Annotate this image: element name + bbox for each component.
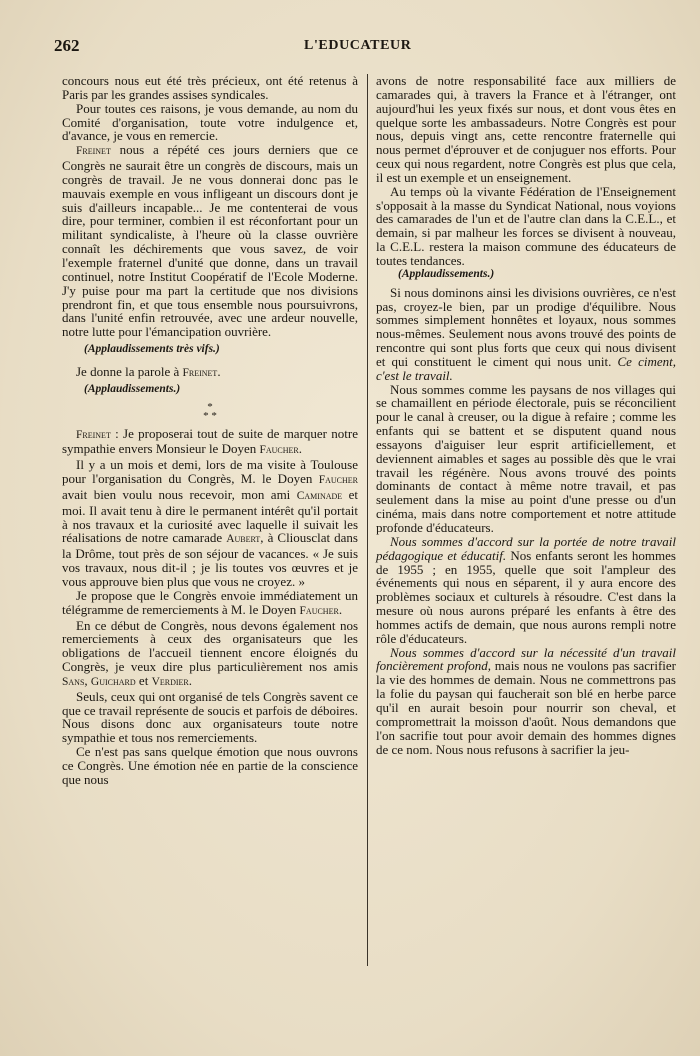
paragraph: Ce n'est pas sans quelque émotion que nous ouvrons ce Congrès. Une émotion née en partie de la conscience que nous [62, 744, 358, 787]
name-caminade: Caminade [296, 489, 343, 502]
applause-note: (Applaudissements.) [84, 382, 181, 395]
paragraph [62, 427, 358, 459]
paragraph-text: . [298, 441, 303, 457]
section-separator-stars: * * * [203, 400, 217, 422]
name-faucher: Faucher [259, 444, 299, 457]
paragraph [62, 143, 358, 339]
paragraph: Nous sommes comme les paysans de nos villages qui se chamaillent en période électorale, puis se réconcilient pour le canal à creuser, ou la digue à refaire ; comme les enfants qui se battent et se disputent quand nous essayons d'aiguiser leur esprit artificiellement, et deviennent aimables et sages au possible dès que le vrai travail les régénère. Nous avons trouvé des points dominants de contact à même notre travail, et pas seulement dans la mise au point d'une presse ou d'un cinéma, mais dans notre comportement et notre attitude profonde d'éducateurs. [376, 381, 676, 535]
paragraph-text: Si nous dominons ainsi les divisions ouvrières, ce n'est pas, croyez-le bien, par un prodige d'équilibre. Nous sommes simplement honnêtes et loyaux, nous sommes nous-mêmes. Seulement nous avons trouvé des points de rencontre qui sont plus forts que ceux qui nous divisent et qui constituent le ciment qui nous unit. [376, 284, 676, 369]
italic-text: Nous sommes d'accord sur la portée de notre travail pédagogique et éducatif. [376, 533, 676, 563]
paragraph: concours nous eut été très précieux, ont été retenus à Paris par les grandes assises syndicales. [62, 73, 358, 102]
paragraph-text: Nos enfants seront les hommes de 1955 ; en 1955, quelle que soit l'ampleur des événements qui nous en séparent, il y aura encore des problèmes sociaux et culturels à résoudre. C'est dans la mesure où nous aurons préparé les enfants à être des hommes actifs de demain, que nous aurons rempli notre rôle d'éducateurs. [376, 547, 676, 646]
right-column [376, 74, 676, 756]
paragraph-text: , [84, 672, 91, 688]
paragraph-text: et moi. Il avait tenu à dire le permanent intérêt qu'il portait à nos travaux et la curiosité avec laquelle il suivait les réalisations de notre camarade [62, 486, 358, 546]
paragraph [62, 365, 358, 381]
italic-text: Ce ciment, c'est le travail. [376, 353, 676, 383]
paragraph-text: . [217, 363, 221, 379]
paragraph-text: nous a répété ces jours derniers que ce Congrès ne saurait être un congrès de discours, mais un congrès de travail. Je ne vous donnerai donc pas le mauvais exemple en vous infligeant un discours dont je suis d'ailleurs incapable... Je me contenterai de vous dire, pour terminer, combien il est réconfortant pour un militant syndicaliste, à l'heure où la classe ouvrière connaît les déchirements que vous savez, de voir l'exemple fraternel d'unité que donne, dans un travail continuel, notre Institut Coopératif de l'Ecole Moderne. J'y puise pour ma part la certitude que nos divisions prendront fin, et que tous ensemble nous poursuivrons, dans l'unité enfin retrouvée, avec une ardeur nouvelle, notre lutte pour l'émancipation ouvrière. [62, 142, 358, 340]
paragraph-text: Je propose que le Congrès envoie immédiatement un télégramme de remerciements à M. le Doyen [62, 587, 358, 617]
paragraph-text: En ce début de Congrès, nous devons également nos remerciements à ceux des organisateurs que les obligations de l'accueil tiennent encore éloignés du Congrès, je veux dire plus particulièrement nos amis [62, 617, 358, 675]
paragraph-text: , à Cliousclat dans la Drôme, tout près de son séjour de vacances. « Je suis vos travaux, nous dit-il ; je lis toutes vos œuvres et je vous approuve bien plus que vous ne croyez. » [62, 530, 358, 589]
name-verdier: Verdier [151, 675, 189, 688]
paragraph [376, 646, 676, 757]
paragraph [376, 286, 676, 383]
name-freinet: Freinet [76, 145, 111, 158]
italic-text: Nous sommes d'accord sur la nécessité d'un travail foncièrement profond, [376, 644, 676, 674]
paragraph-text: . [188, 672, 193, 688]
name-sans: Sans [62, 675, 85, 688]
applause-note: (Applaudissements.) [398, 267, 495, 280]
paragraph: Au temps où la vivante Fédération de l'Enseignement s'opposait à la masse du Syndicat National, nous voyions des camarades de l'un et de l'autre clan dans la C.E.L., et demain, si par malheur les forces se divisent à nouveau, la C.E.L. restera la maison commune des éducateurs de toutes tendances. [376, 183, 676, 268]
name-freinet: Freinet [182, 366, 218, 379]
paragraph-text: Je donne la parole à [76, 363, 183, 379]
paragraph-text: : Je proposerai tout de suite de marquer notre sympathie envers Monsieur le Doyen [62, 425, 358, 457]
page-number: 262 [54, 36, 80, 55]
paragraph [376, 535, 676, 646]
name-aubert: Aubert [226, 533, 261, 546]
paragraph: Pour toutes ces raisons, je vous demande, au nom du Comité d'organisation, toute votre indulgence et, d'avance, je vous en remercie. [62, 100, 358, 144]
name-faucher: Faucher [299, 604, 339, 617]
name-faucher: Faucher [318, 474, 358, 487]
column-divider [367, 74, 368, 966]
paragraph: Seuls, ceux qui ont organisé de tels Congrès savent ce que ce travail représente de soucis et parfois de déboires. Nous disons donc aux organisateurs toute notre sympathie et tous nos remerciements. [62, 688, 358, 746]
paragraph-text: et [135, 672, 152, 688]
paragraph [62, 619, 358, 690]
paragraph-text: mais nous ne voulons pas sacrifier la vie des hommes de demain. Nous ne commettrons pas la folie du paysan qui faucherait son blé en herbe parce qu'il en aurait besoin pour nourrir son cheval, et compromettrait la moisson d'août. Nous demandons que l'on sacrifie tout pour avoir demain des hommes dignes de ce nom. Nous nous refusons à sacrifier la jeu- [376, 658, 676, 757]
name-freinet: Freinet [76, 428, 111, 441]
applause-note: (Applaudissements très vifs.) [84, 343, 220, 356]
name-guichard: Guichard [90, 675, 136, 688]
running-title: L'EDUCATEUR [304, 38, 412, 53]
paragraph: avons de notre responsabilité face aux milliers de camarades qui, à travers la France et à l'étranger, ont aujourd'hui les yeux fixés sur nous, et dont vous êtes en quelque sorte les ambassadeurs. Notre Congrès est pour nous, depuis vingt ans, cette rencontre fraternelle qui nous permet d'éprouver et de conjuguer nos efforts. Pour ceux qui nous regardent, notre Congrès est plus que cela, il est un exemple et un enseignement. [376, 73, 676, 185]
paragraph-text: avait bien voulu nous recevoir, mon ami [62, 486, 297, 502]
paragraph [62, 589, 358, 619]
paragraph [62, 458, 358, 589]
paragraph-text: Il y a un mois et demi, lors de ma visite à Toulouse pour l'organisation du Congrès, M. le Doyen [62, 457, 358, 487]
page-header [54, 36, 660, 58]
paragraph-text: . [338, 601, 343, 617]
left-column [62, 74, 358, 787]
